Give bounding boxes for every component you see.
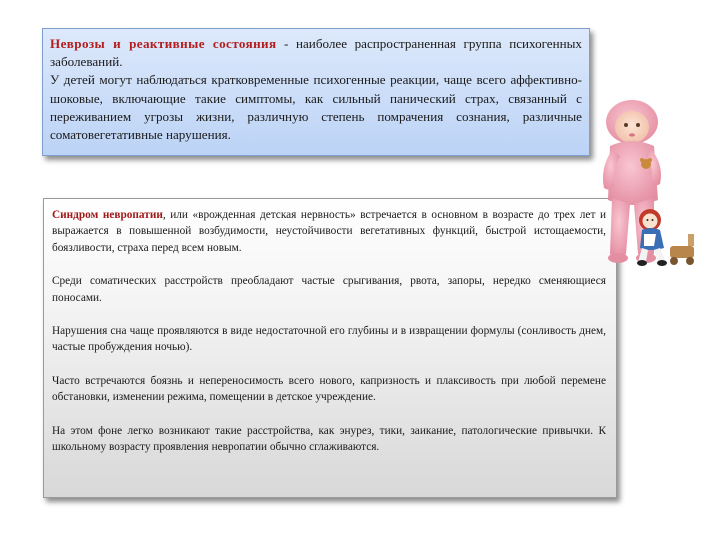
neuropathy-syndrome-box — [43, 198, 617, 498]
neuropathy-paragraph-2: Среди соматических расстройств преобладают частые срыгивания, рвота, запоры, нередко сменяющиеся поносами. — [52, 275, 606, 304]
neuroses-paragraph-2: У детей могут наблюдаться кратковременные психогенные реакции, чаще всего аффективно-шоковые, включающие такие симптомы, как сильный панический страх, связанный с переживанием угрозы жизни, различную степень помрачения сознания, различные соматовегетативные нарушения. — [50, 72, 582, 143]
neuropathy-term: Синдром невропатии — [52, 209, 163, 221]
neuroses-paragraph-1 — [50, 35, 582, 71]
neuroses-definition-box — [42, 28, 590, 156]
neuropathy-definition-text: , или «врожденная детская нервность» встречается в основном в возрасте до трех лет и выражается в повышенной возбудимости, неустойчивости вегетативных функций, быстрой истощаемости, боязливости, страха перед всем новым. — [52, 209, 606, 254]
neuroses-term: Неврозы и реактивные состояния — [50, 36, 277, 51]
neuroses-definition-text: - наиболее распространенная группа психогенных заболеваний. — [50, 36, 582, 70]
neuropathy-paragraph-3: Нарушения сна чаще проявляются в виде недостаточной его глубины и в извращении формулы (сонливость днем, частые пробуждения ночью). — [52, 325, 606, 354]
neuropathy-paragraph-4: Часто встречаются боязнь и непереносимость всего нового, капризность и плаксивость при любой перемене обстановки, изменении режима, помещении в детское учреждение. — [52, 374, 606, 404]
neuropathy-paragraph-1 — [52, 207, 606, 256]
neuropathy-paragraph-5: На этом фоне легко возникают такие расстройства, как энурез, тики, заикание, патологические привычки. К школьному возрасту проявления невропатии обычно сглаживаются. — [52, 424, 606, 454]
rag-doll-icon — [632, 204, 702, 268]
